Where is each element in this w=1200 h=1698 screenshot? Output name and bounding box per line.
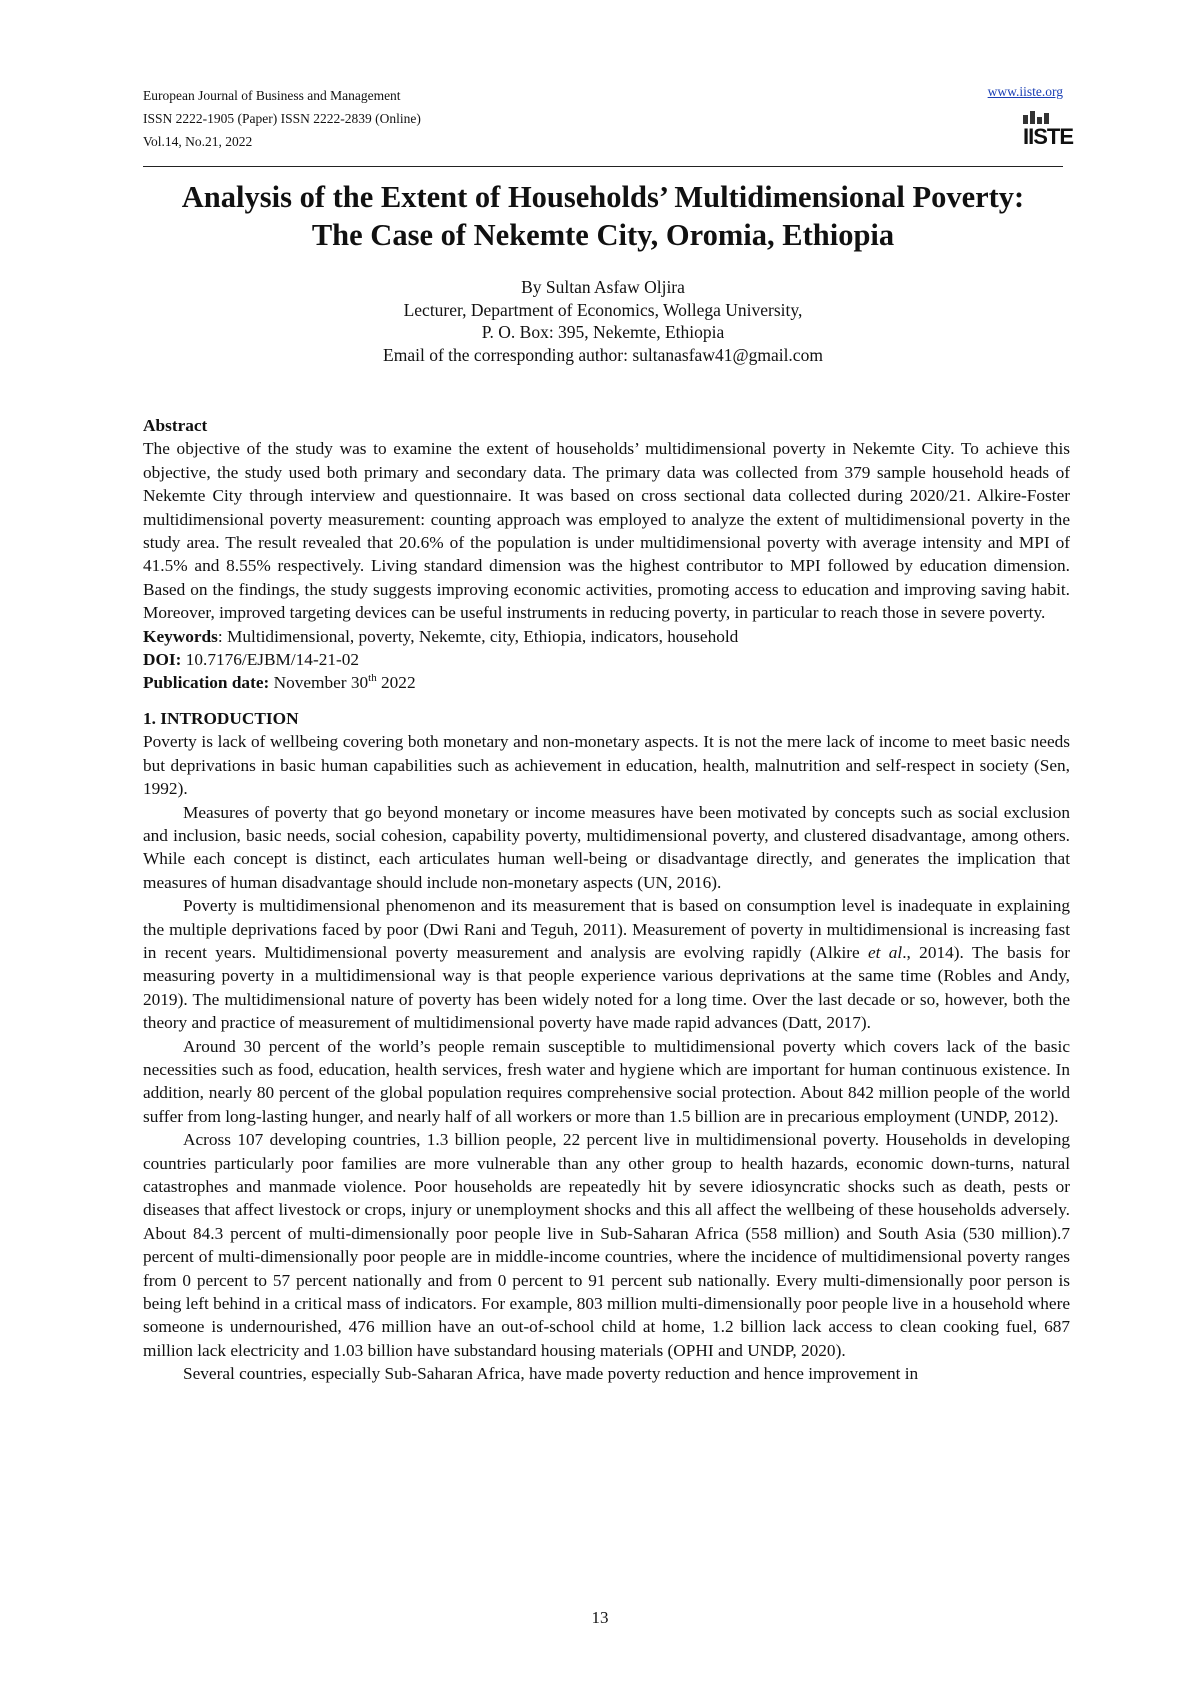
paper-title [143, 178, 1063, 254]
author-email: Email of the corresponding author: sultanasfaw41@gmail.com [383, 344, 823, 365]
intro-paragraph-5: Across 107 developing countries, 1.3 billion people, 22 percent live in multidimensional poverty. Households in developing countries particularly poor families are more vulnerable than any other group to health hazards, economic down-turns, natural catastrophes and manmade violence. Poor households are repeatedly hit by severe idiosyncratic shocks such as death, pests or diseases that affect livestock or crops, injury or unemployment shocks and this all affect the wellbeing of these households adversely. About 84.3 percent of multi-dimensionally poor people live in Sub-Saharan Africa (558 million) and South Asia (530 million).7 percent of multi-dimensionally poor people are in middle-income countries, where the incidence of multidimensional poverty ranges from 0 percent to 57 percent nationally and from 0 percent to 91 percent sub nationally. Every multi-dimensionally poor person is being left behind in a critical mass of indicators. For example, 803 million multi-dimensionally poor people live in a household where someone is undernourished, 476 million have an out-of-school child at home, 1.2 billion lack access to clean cooking fuel, 687 million lack electricity and 1.03 billion have substandard housing materials (OPHI and UNDP, 2020). [143, 1130, 1070, 1360]
keywords-label: Keywords [143, 626, 218, 646]
journal-info [143, 84, 421, 153]
logo-bars-icon [1023, 110, 1061, 124]
publication-date-year: 2022 [376, 673, 416, 693]
intro-paragraph-3-italic: et al [868, 942, 903, 962]
publication-date-suffix: th [368, 672, 377, 685]
doi-line [143, 648, 1070, 671]
journal-name: European Journal of Business and Management [143, 88, 401, 103]
publication-date-label: Publication date: [143, 673, 270, 693]
doi-label: DOI: [143, 650, 182, 670]
author-address: P. O. Box: 395, Nekemte, Ethiopia [481, 322, 725, 342]
title-line-2: The Case of Nekemte City, Oromia, Ethiopia [311, 218, 895, 252]
intro-paragraph-6: Several countries, especially Sub-Saharan Africa, have made poverty reduction and hence improvement in [183, 1364, 919, 1384]
intro-paragraph-3-part-b: ., 2014). The basis for measuring poverty in a multidimensional way is that people experience various deprivations at the same time (Robles and Andy, 2019). The multidimensional nature of poverty has been widely noted for a long time. Over the last decade or so, however, both the theory and practice of measurement of multidimensional poverty have made rapid advances (Datt, 2017). [143, 942, 1071, 1033]
logo-wordmark: IISTE [1023, 124, 1074, 149]
doi-value[interactable]: 10.7176/EJBM/14-21-02 [181, 650, 360, 670]
paper-body [143, 414, 1070, 1386]
intro-paragraph-1: Poverty is lack of wellbeing covering both monetary and non-monetary aspects. It is not the mere lack of income to meet basic needs but deprivations in basic human capabilities such as achievement in education, health, malnutrition and self-respect in society (Sen, 1992). [143, 732, 1070, 799]
intro-paragraph-4: Around 30 percent of the world’s people remain susceptible to multidimensional poverty which covers lack of the basic necessities such as food, education, health services, fresh water and hygiene which are important for human continuous existence. In addition, nearly 80 percent of the global population requires comprehensive social protection. About 842 million people of the world suffer from long-lasting hunger, and nearly half of all workers or more than 1.5 billion are in precarious employment (UNDP, 2012). [143, 1036, 1070, 1126]
title-line-1: Analysis of the Extent of Households’ Multidimensional Poverty: [181, 180, 1025, 214]
introduction-heading: 1. INTRODUCTION [143, 708, 299, 728]
publication-date-line [143, 671, 1070, 694]
journal-url-link[interactable]: www.iiste.org [987, 84, 1063, 99]
intro-paragraph-3-part-a: Poverty is multidimensional phenomenon and its measurement that is based on consumption level is inadequate in explaining the multiple deprivations faced by poor (Dwi Rani and Teguh, 2011). Measurement of poverty in multidimensional is increasing fast in recent years. Multidimensional poverty measurement and analysis are evolving rapidly (Alkire [143, 896, 1070, 962]
page-number: 13 [591, 1608, 609, 1627]
author-affiliation: Lecturer, Department of Economics, Wollega University, [403, 299, 803, 320]
journal-header [143, 84, 1074, 167]
intro-paragraph-3 [143, 894, 1070, 1034]
abstract-heading: Abstract [143, 416, 208, 435]
author-block [143, 276, 1063, 366]
author-byline: By Sultan Asfaw Oljira [521, 277, 685, 297]
abstract-text: The objective of the study was to examine the extent of households’ multidimensional poverty in Nekemte City. To achieve this objective, the study used both primary and secondary data. The primary data was collected from 379 sample household heads of Nekemte City through interview and questionnaire. It was based on cross sectional data collected during 2020/21. Alkire-Foster multidimensional poverty measurement: counting approach was employed to analyze the extent of multidimensional poverty in the study area. The result revealed that 20.6% of the population is under multidimensional poverty with average intensity and MPI of 41.5% and 8.55% respectively. Living standard dimension was the highest contributor to MPI followed by education dimension. Based on the findings, the study suggests improving economic activities, promoting access to education and improving saving habit. Moreover, improved targeting devices can be useful instruments in reducing poverty, in particular to reach those in severe poverty. [143, 439, 1070, 623]
journal-issn: ISSN 2222-1905 (Paper) ISSN 2222-2839 (Online) [143, 111, 421, 126]
publication-date-value: November 30 [269, 673, 369, 693]
iiste-logo [1023, 110, 1074, 154]
keywords-line [143, 625, 1070, 648]
intro-paragraph-2: Measures of poverty that go beyond monetary or income measures have been motivated by concepts such as social exclusion and inclusion, basic needs, social cohesion, capability poverty, multidimensional poverty, and clustered disadvantage, among others. While each concept is distinct, each articulates human well-being or disadvantage directly, and generates the implication that measures of human disadvantage should include non-monetary aspects (UN, 2016). [143, 802, 1070, 892]
journal-volume: Vol.14, No.21, 2022 [143, 134, 253, 149]
keywords-value: : Multidimensional, poverty, Nekemte, city, Ethiopia, indicators, household [217, 626, 739, 646]
